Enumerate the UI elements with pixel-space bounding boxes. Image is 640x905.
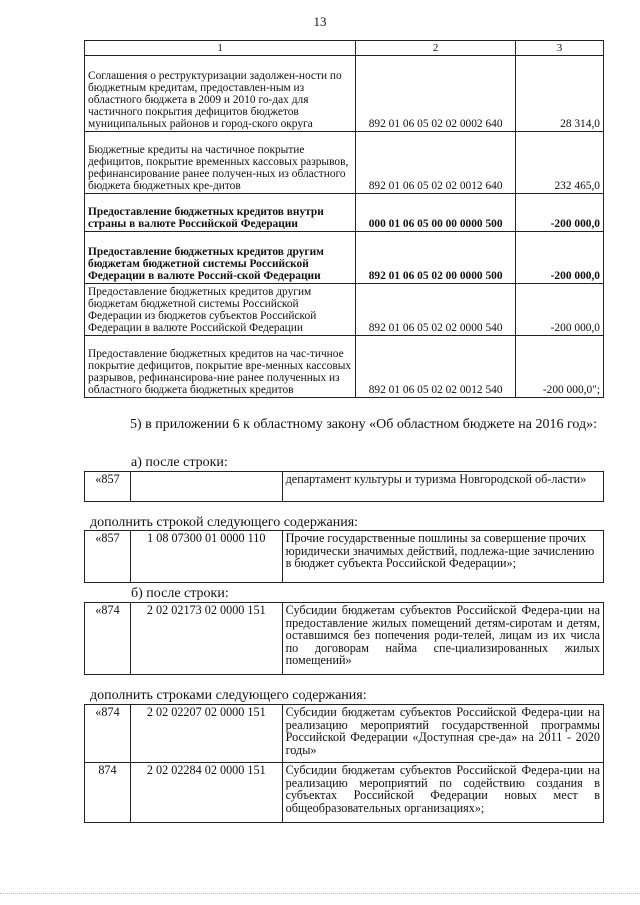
row-col-1: 874 bbox=[85, 763, 131, 823]
row-code: 892 01 06 05 02 02 0012 640 bbox=[356, 132, 516, 194]
table-row bbox=[85, 232, 604, 284]
row-col-2: 2 02 02207 02 0000 151 bbox=[130, 705, 282, 763]
table-a2 bbox=[84, 530, 604, 583]
table-row bbox=[85, 132, 604, 194]
page-number: 13 bbox=[313, 14, 327, 29]
row-col-2: 2 02 02284 02 0000 151 bbox=[130, 763, 282, 823]
row-amount: -200 000,0 bbox=[516, 232, 604, 284]
row-col-2: 1 08 07300 01 0000 110 bbox=[130, 531, 282, 583]
table-row bbox=[85, 763, 604, 823]
row-text: Предоставление бюджетных кредитов другим бюджетам бюджетной системы Российской Федерации в валюте Россий-ской Федерации bbox=[85, 232, 356, 284]
table-header-row bbox=[85, 41, 604, 56]
row-code: 892 01 06 05 02 02 0002 640 bbox=[356, 56, 516, 132]
row-col-3: департамент культуры и туризма Новгородской об-ласти» bbox=[282, 472, 603, 502]
row-col-2 bbox=[130, 472, 282, 502]
table-row bbox=[85, 531, 604, 583]
table-row bbox=[85, 472, 604, 502]
row-code: 892 01 06 05 02 02 0012 540 bbox=[356, 336, 516, 398]
add-rows-label: дополнить строками следующего содержания: bbox=[90, 688, 367, 703]
row-text: Бюджетные кредиты на частичное покрытие дефицитов, покрытие временных кассовых разрывов, рефинансирование ранее получен-ных из областного бюджета бюджетных кре-дитов bbox=[85, 132, 356, 194]
row-col-3: Прочие государственные пошлины за совершение прочих юридически значимых действий, подлежа-щие зачислению в бюджет субъекта Российской Федерации»; bbox=[282, 531, 603, 583]
item-b-label: б) после строки: bbox=[131, 586, 229, 601]
row-amount: 232 465,0 bbox=[516, 132, 604, 194]
row-col-3: Субсидии бюджетам субъектов Российской Федера-ции на предоставление жилых помещений детям-сиротам и детям, оставшимся без попечения роди-телей, лицам из их числа по договорам найма спе-циализированных жилых помещений» bbox=[282, 603, 603, 675]
row-text: Предоставление бюджетных кредитов на час-тичное покрытие дефицитов, покрытие вре-менных кассовых разрывов, рефинансирова-ние ранее полученных из областного бюджета бюджетных кредитов bbox=[85, 336, 356, 398]
table-a bbox=[84, 471, 604, 502]
row-col-1: «857 bbox=[85, 531, 131, 583]
row-col-1: «874 bbox=[85, 603, 131, 675]
scan-edge-line bbox=[0, 893, 640, 895]
row-text: Предоставление бюджетных кредитов другим бюджетам бюджетной системы Российской Федерации из бюджетов субъектов Российской Федерации в валюте Российской Федерации bbox=[85, 284, 356, 336]
row-col-3: Субсидии бюджетам субъектов Российской Федера-ции на реализацию мероприятий по содействию создания в субъектах Российской Федерации новых мест в общеобразовательных организациях»; bbox=[282, 763, 603, 823]
header-col-1: 1 bbox=[85, 41, 356, 56]
table-row bbox=[85, 56, 604, 132]
row-amount: 28 314,0 bbox=[516, 56, 604, 132]
header-col-3: 3 bbox=[516, 41, 604, 56]
table-row bbox=[85, 284, 604, 336]
row-code: 892 01 06 05 02 02 0000 540 bbox=[356, 284, 516, 336]
row-text: Соглашения о реструктуризации задолжен-ности по бюджетным кредитам, предоставлен-ным из областного бюджета в 2009 и 2010 го-дах для частичного покрытия дефицитов бюджетов муниципальных районов и город-ского округа bbox=[85, 56, 356, 132]
table-row bbox=[85, 194, 604, 232]
table-b2 bbox=[84, 704, 604, 823]
row-amount: -200 000,0 bbox=[516, 194, 604, 232]
row-col-3: Субсидии бюджетам субъектов Российской Федера-ции на реализацию мероприятий государственной программы Российской Федерации «Доступная сре-да» на 2011 - 2020 годы» bbox=[282, 705, 603, 763]
item-a-label: а) после строки: bbox=[131, 455, 228, 470]
paragraph-5: 5) в приложении 6 к областному закону «Об областном бюджете на 2016 год»: bbox=[130, 417, 597, 432]
row-code: 000 01 06 05 00 00 0000 500 bbox=[356, 194, 516, 232]
row-col-1: «874 bbox=[85, 705, 131, 763]
table-row bbox=[85, 336, 604, 398]
row-code: 892 01 06 05 02 00 0000 500 bbox=[356, 232, 516, 284]
table-row bbox=[85, 705, 604, 763]
table-row bbox=[85, 603, 604, 675]
row-text: Предоставление бюджетных кредитов внутри страны в валюте Российской Федерации bbox=[85, 194, 356, 232]
row-col-2: 2 02 02173 02 0000 151 bbox=[130, 603, 282, 675]
sources-table bbox=[84, 40, 604, 398]
row-col-1: «857 bbox=[85, 472, 131, 502]
header-col-2: 2 bbox=[356, 41, 516, 56]
table-b bbox=[84, 602, 604, 675]
row-amount: -200 000,0 bbox=[516, 284, 604, 336]
add-row-label: дополнить строкой следующего содержания: bbox=[90, 515, 359, 530]
row-amount: -200 000,0"; bbox=[516, 336, 604, 398]
